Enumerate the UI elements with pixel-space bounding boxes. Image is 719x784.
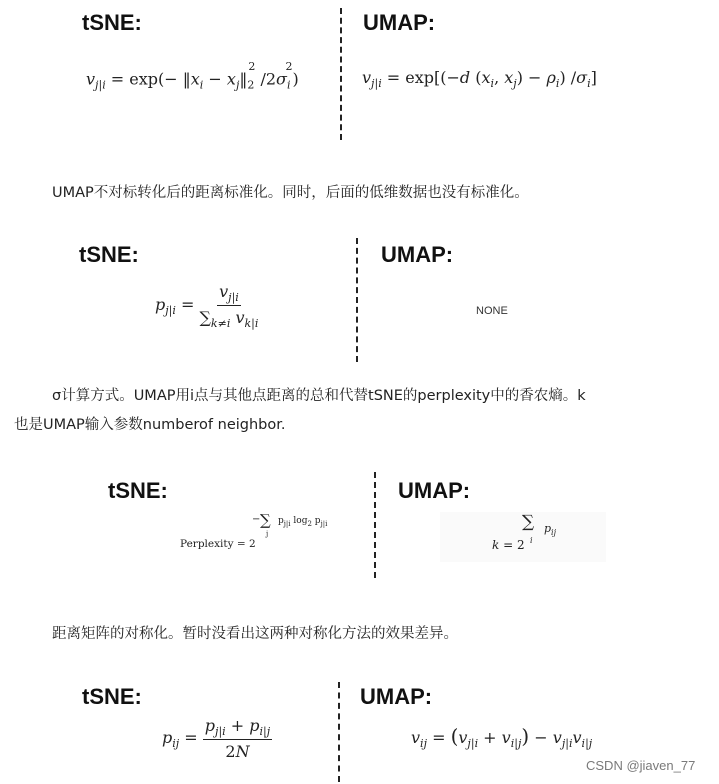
note-symmetrization: 距离矩阵的对称化。暂时没看出这两种对称化方法的效果差异。	[52, 626, 458, 642]
section1-tsne-formula: $v_{j|i} = \exp(-$ $‖x_i$ − $x_j‖_2^2$ $/2\sigma_i^2$)	[86, 60, 299, 92]
section1-umap-formula: $v_{j|i} = \exp[(-d$ ($x_i$, $x_j) - \rho_i$) $/\sigma_i$]	[362, 68, 597, 91]
csdn-watermark: CSDN @jiaven_77	[586, 758, 696, 773]
section2-divider	[356, 238, 358, 362]
section3-divider	[374, 472, 376, 578]
section1-umap-heading: UMAP:	[363, 10, 436, 35]
section2-umap-heading: UMAP:	[381, 242, 454, 267]
section2-umap-none: NONE	[476, 305, 508, 317]
note-sigma-line2: 也是UMAP输入参数numberof neighbor.	[14, 417, 286, 433]
section1-tsne-heading: tSNE:	[82, 10, 142, 35]
section4-divider	[338, 682, 340, 782]
section1-divider	[340, 8, 342, 140]
note-normalization: UMAP不对标转化后的距离标准化。同时，后面的低维数据也没有标准化。	[52, 185, 529, 201]
section4-umap-heading: UMAP:	[360, 684, 433, 709]
section4-tsne-formula: $p_{ij}$ = $\frac{p_{j|i} + p_{i|j}}{2N}$	[162, 716, 271, 762]
section4-tsne-heading: tSNE:	[82, 684, 142, 709]
note-sigma-line1: σ计算方式。UMAP用i点与其他点距离的总和代替tSNE的perplexity中的香农熵。k	[52, 388, 586, 404]
section3-tsne-heading: tSNE:	[108, 478, 168, 503]
section3-umap-heading: UMAP:	[398, 478, 471, 503]
section4-umap-formula: $v_{ij} = (v_{j|i} + v_{i|j}) - v_{j|i}v_{i|j}$	[411, 724, 593, 751]
section2-tsne-formula: $p_{j|i}$ = $\frac{v_{j|i}}{\sum_{k\ne i} v_{k|i}}$	[155, 282, 259, 331]
section2-tsne-heading: tSNE:	[79, 242, 139, 267]
